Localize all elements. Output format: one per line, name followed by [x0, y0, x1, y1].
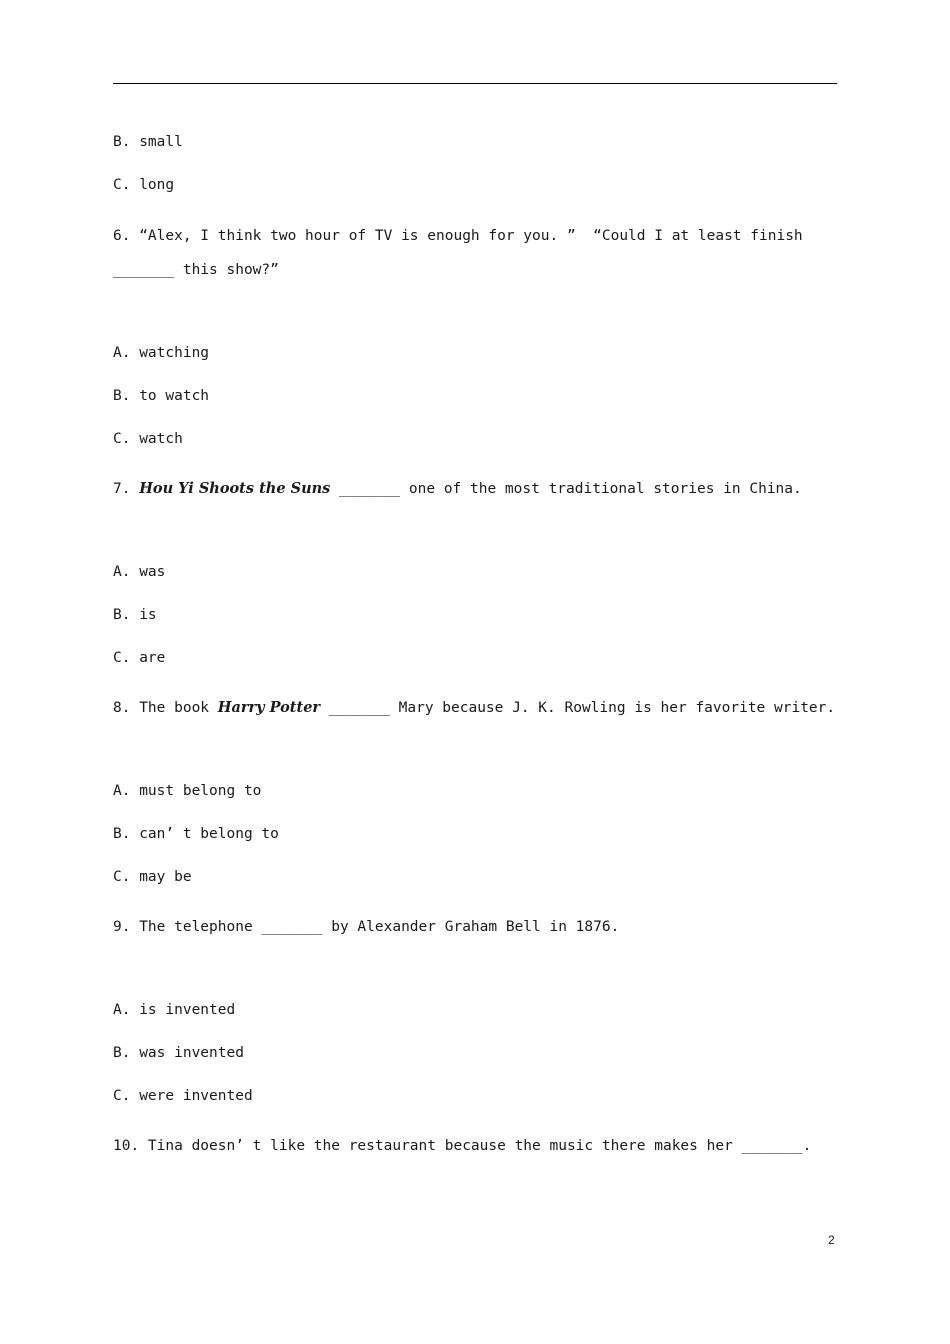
q10-stem: 10. Tina doesn’ t like the restaurant because the music there makes her _______.: [113, 1138, 812, 1154]
q8-stem-rest: _______ Mary because J. K. Rowling is her favorite writer.: [320, 700, 836, 716]
q9-option-a: A. is invented: [113, 1002, 236, 1018]
q8-stem: [113, 698, 835, 718]
q6-option-a: A. watching: [113, 345, 210, 361]
q7-option-c: C. are: [113, 650, 166, 666]
q7-number: 7.: [113, 481, 140, 497]
q6-option-c: C. watch: [113, 431, 183, 447]
q9-option-c: C. were invented: [113, 1088, 253, 1104]
q9-stem: 9. The telephone _______ by Alexander Graham Bell in 1876.: [113, 919, 620, 935]
q8-option-c: C. may be: [113, 869, 192, 885]
q6-option-b: B. to watch: [113, 388, 210, 404]
q7-option-a: A. was: [113, 564, 166, 580]
q6-stem-line2: _______ this show?”: [113, 262, 279, 278]
q8-option-b: B. can’ t belong to: [113, 826, 279, 842]
q8-stem-pre: 8. The book: [113, 700, 218, 716]
q9-option-b: B. was invented: [113, 1045, 244, 1061]
header-rule: [113, 83, 837, 84]
q5-option-b: B. small: [113, 134, 183, 150]
page-number: 2: [828, 1233, 835, 1247]
q7-stem: [113, 479, 802, 499]
q5-option-c: C. long: [113, 177, 175, 193]
q7-stem-rest: _______ one of the most traditional stories in China.: [330, 481, 802, 497]
q8-option-a: A. must belong to: [113, 783, 262, 799]
q7-story-title: Hou Yi Shoots the Suns: [139, 480, 331, 497]
q8-book-title: Harry Potter: [217, 699, 321, 716]
q6-stem-line1: 6. “Alex, I think two hour of TV is enough for you. ” “Could I at least finish: [113, 228, 803, 244]
q7-option-b: B. is: [113, 607, 157, 623]
